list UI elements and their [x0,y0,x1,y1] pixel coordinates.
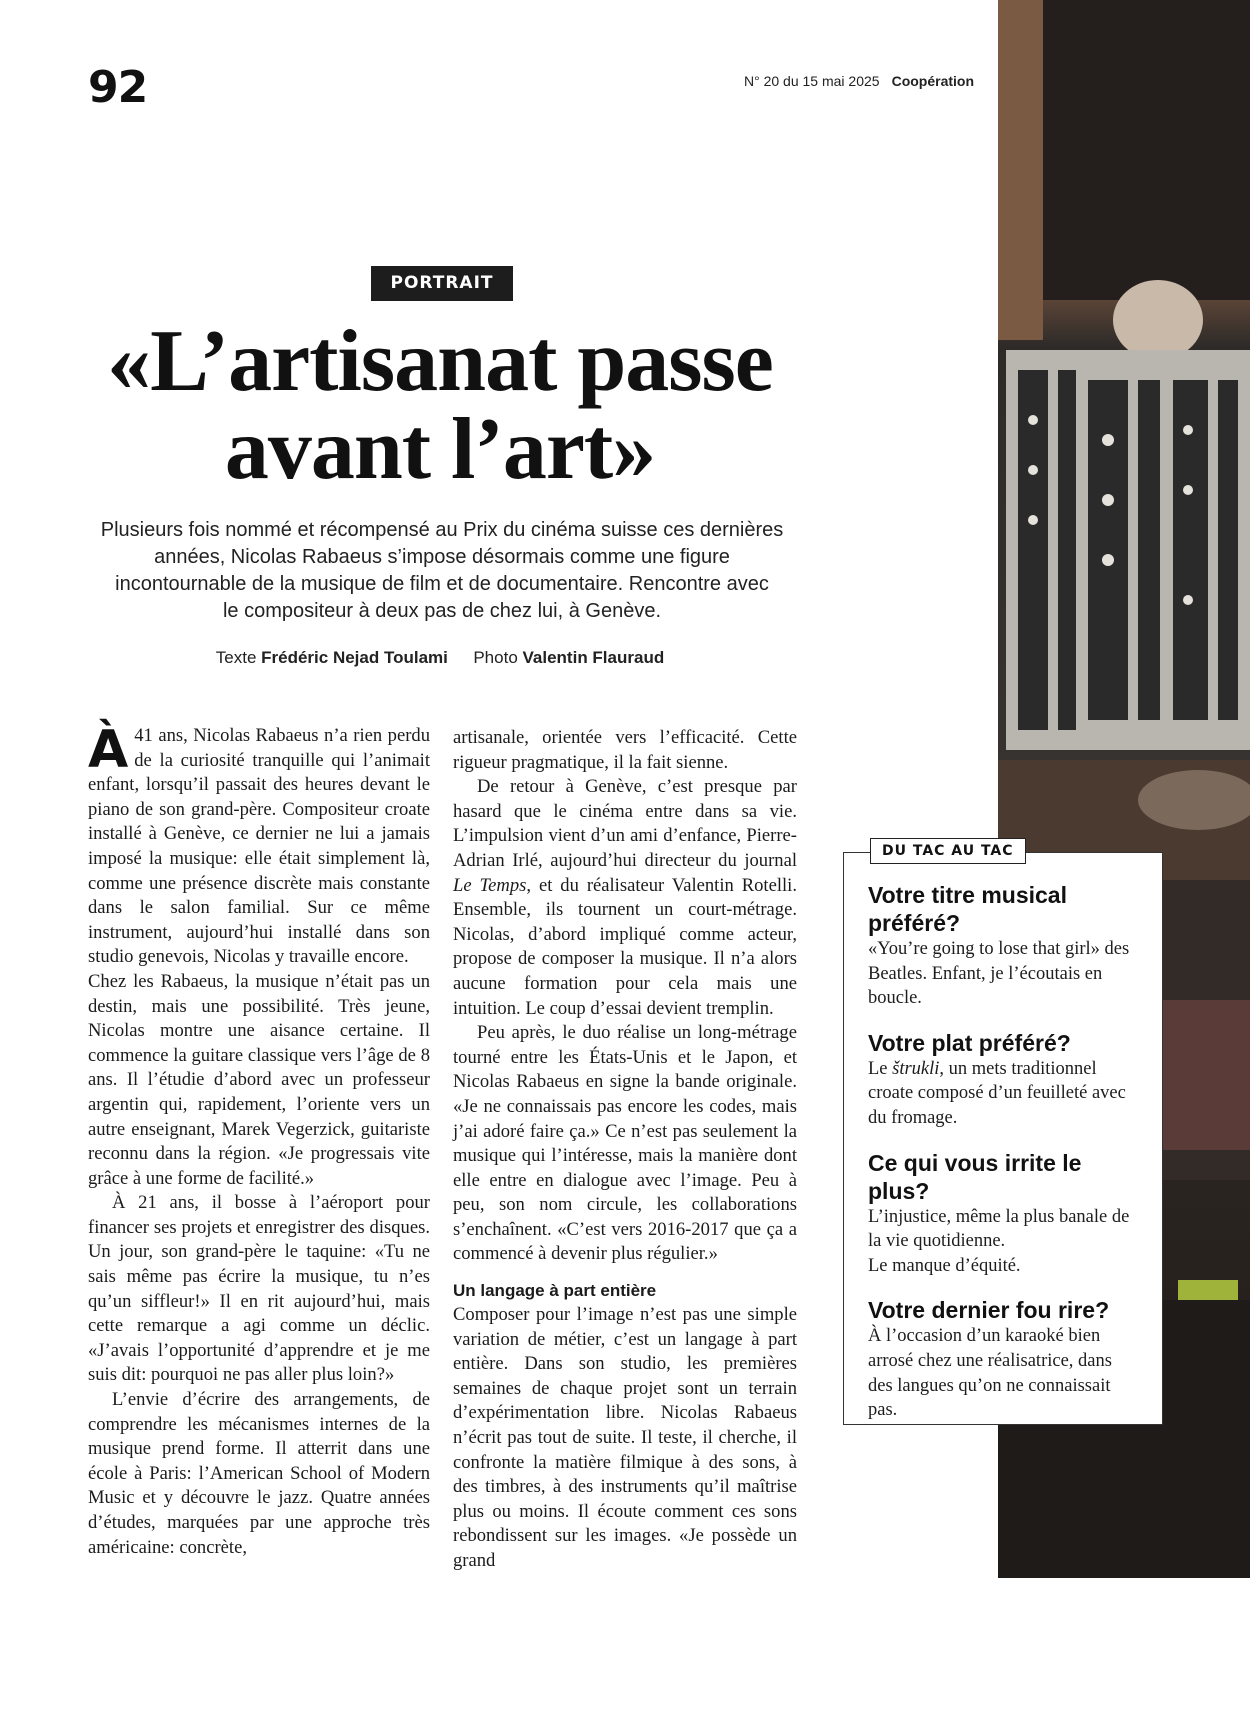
question: Ce qui vous irrite le plus? [868,1149,1082,1204]
newspaper-title: Le Temps [453,874,527,896]
sidebar-tag: DU TAC AU TAC [870,838,1026,864]
body-paragraph: artisanale, orientée vers l’efficacité. Cette rigueur pragmatique, il la fait sienne. [453,727,797,773]
headline [80,313,800,498]
issue-line [744,73,974,89]
drop-cap: À [88,720,129,780]
lead-paragraph [92,517,792,625]
subheading: Un langage à part entière [453,1281,657,1301]
qa-sidebar [843,843,1163,1425]
lead-line: incontournable de la musique de film et de documentaire. Rencontre avec [115,573,769,595]
photo-label: Photo [473,648,518,667]
body-paragraph: Composer pour l’image n’est pas une simple variation de métier, c’est un langage à part entière. Dans son studio, les premières semaines de chaque projet sont un terrain d’expérimentation libre. Nicolas Rabaeus n’écrit pas tout de suite. Il teste, il cherche, il confronte la matière filmique à des sons, à des timbres, à des instruments qu’il maîtrise plus ou moins. Il écoute comment ces sons rebondissent sur les images. «Je possède un grand [453,1304,797,1571]
headline-line-1: «L’artisanat passe [107,313,773,410]
headline-line-2: avant l’art» [224,401,656,498]
question: Votre dernier fou rire? [868,1297,1110,1324]
question: Votre titre musical préféré? [868,882,1067,936]
section-kicker: PORTRAIT [371,266,513,301]
answer: «You’re going to lose that girl» des Beatles. Enfant, je l’écoutais en boucle. [868,939,1130,1009]
byline [80,648,800,668]
text-label: Texte [215,648,257,667]
body-paragraph: De retour à Genève, c’est presque par hasard que le cinéma entre dans sa vie. L’impulsion vient d’un ami d’enfance, Pierre-Adrian Irlé, aujourd’hui directeur du journal Le Temps, et du réalisateur Valentin Rotelli. Ensemble, ils tournent un court-métrage. Nicolas, d’abord impliqué comme acteur, propose de composer la musique. Il n’a alors aucune formation pour cela mais une intuition. Le coup d’essai devient tremplin. [453,776,797,1019]
answer: À l’occasion d’un karaoké bien arrosé chez une réalisatrice, dans des langues qu’on ne connaissait pas. [868,1326,1112,1421]
issue-date: N° 20 du 15 mai 2025 [744,73,880,89]
page-number: 92 [88,62,148,113]
dish-name: štrukli [892,1058,940,1079]
lead-line: Plusieurs fois nommé et récompensé au Prix du cinéma suisse ces dernières [100,519,784,541]
answer: L’injustice, même la plus banale de la vie quotidienne. Le manque d’équité. [868,1206,1130,1276]
body-paragraph: À 21 ans, il bosse à l’aéroport pour financer ses projets et enregistrer des disques. Un jour, son grand-père le taquine: «Tu ne sais même pas écrire la musique, tu n’es qu’un siffleur!» Il en rit aujourd’hui, mais cette remarque a agi comme un déclic. «J’avais l’opportunité d’apprendre et je me suis dit: pourquoi ne pas aller plus loin?» [88,1192,430,1386]
body-column-1 [88,720,430,1560]
text-author: Frédéric Nejad Toulami [261,648,448,667]
answer: Le štrukli, un mets traditionnel croate composé d’un feuilleté avec du fromage. [868,1058,1126,1128]
lead-line: années, Nicolas Rabaeus s’impose désormais comme une figure [154,546,730,568]
lead-line: le compositeur à deux pas de chez lui, à Genève. [222,600,662,622]
body-column-2 [453,726,797,1574]
photo-author: Valentin Flauraud [522,648,665,667]
body-paragraph: Chez les Rabaeus, la musique n’était pas un destin, mais une possibilité. Très jeune, Nicolas montre une aisance certaine. Il commence la guitare classique vers l’âge de 8 ans. Il l’étudie d’abord avec un professeur argentin qui, rapidement, l’oriente vers un autre enseignant, Marek Vegerzick, guitariste reconnu dans la région. «Je progressais vite grâce à une forme de facilité.» [88,970,430,1189]
body-paragraph: L’envie d’écrire des arrangements, de comprendre les mécanismes internes de la musique prend forme. Il atterrit dans une école à Paris: l’American School of Modern Music et y découvre le jazz. Quatre années d’études, marquées par une approche très américaine: concrète, [88,1389,430,1558]
publication-name: Coopération [891,73,975,89]
body-paragraph: Peu après, le duo réalise un long-métrage tourné entre les États-Unis et le Japon, et Nicolas Rabaeus en signe la bande originale. «Je ne connaissais pas encore les codes, mais j’ai adoré faire ça.» Ce n’est pas seulement la musique qui l’intéresse, mais la manière dont elle entre en dialogue avec l’image. Peu à peu, son nom circule, les collaborations s’enchaînent. «C’est vers 2016-2017 que ça a commencé à devenir plus régulier.» [453,1022,797,1265]
question: Votre plat préféré? [868,1029,1071,1056]
body-paragraph: À 41 ans, Nicolas Rabaeus n’a rien perdu de la curiosité tranquille qui l’animait enfant, lorsqu’il passait des heures devant le piano de son grand-père. Compositeur croate installé à Genève, ce dernier ne lui a jamais imposé la musique: elle était simplement là, comme une présence discrète mais constante dans le salon familial. Sur ce même instrument, aujourd’hui installé dans son studio genevois, Nicolas y travaille encore. [88,720,430,968]
